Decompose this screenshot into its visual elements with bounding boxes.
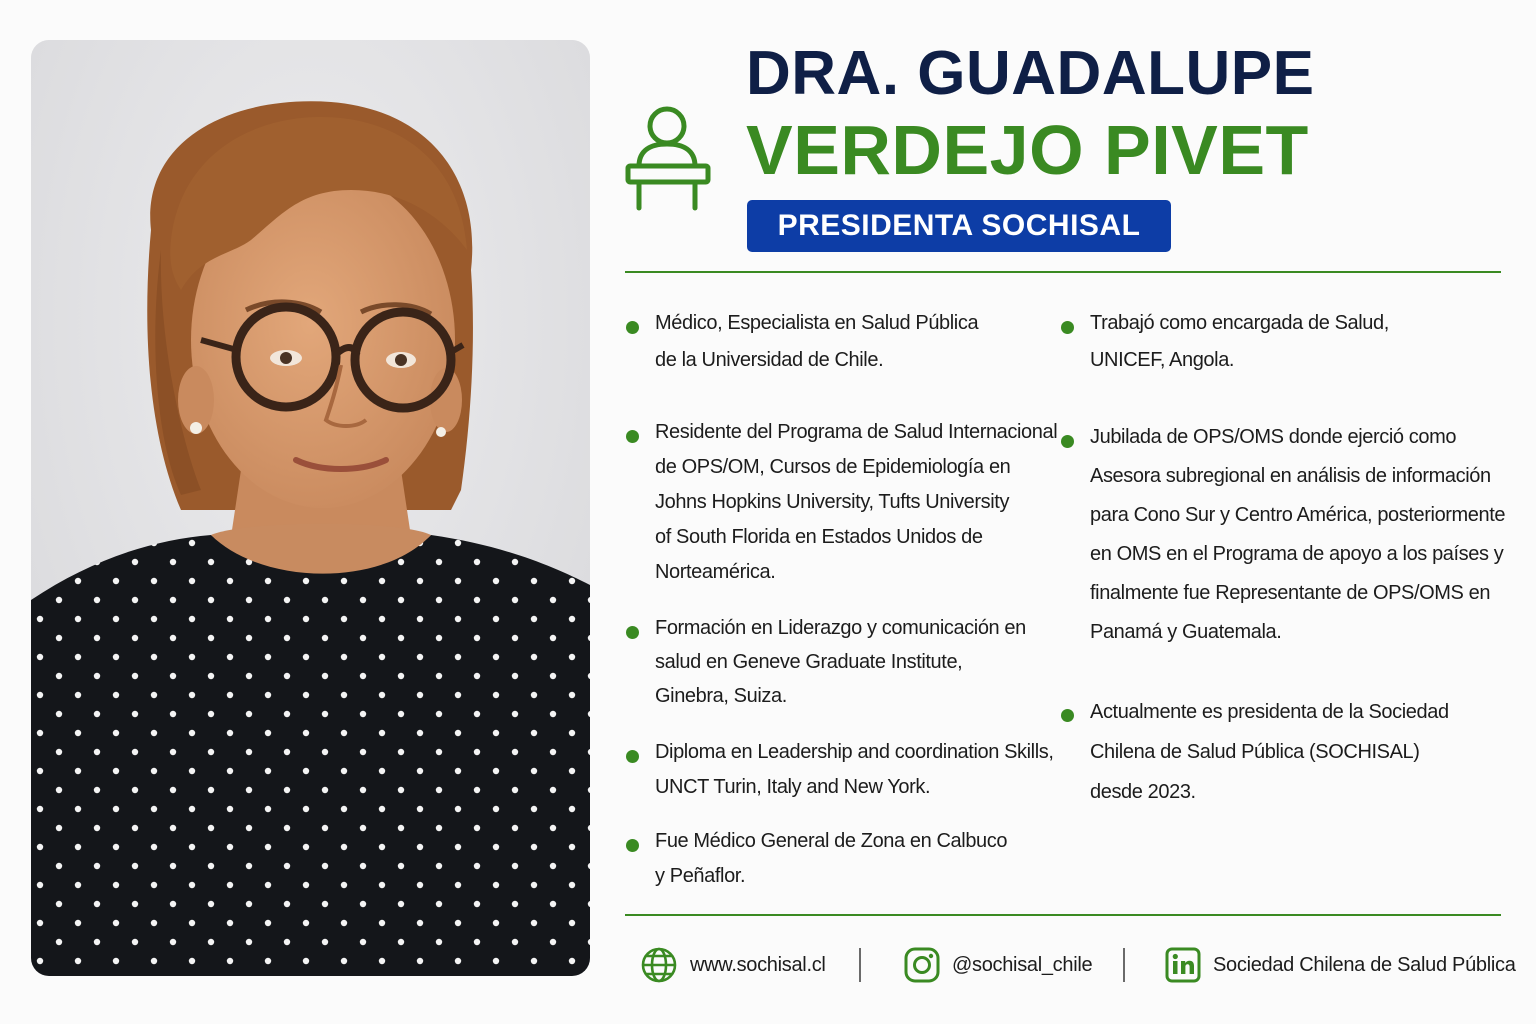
- name-second-line: VERDEJO PIVET: [746, 111, 1309, 189]
- linkedin-icon: [1165, 947, 1201, 983]
- top-divider: [625, 271, 1501, 273]
- bullet-item: [626, 618, 1026, 713]
- footer-separator: [859, 948, 861, 982]
- bullet-line: para Cono Sur y Centro América, posteriormente: [1090, 504, 1506, 526]
- bullet-item: [626, 422, 1057, 590]
- bullet-line: Residente del Programa de Salud Internacional: [655, 421, 1058, 443]
- bullet-dot: [626, 626, 639, 639]
- bullet-line: Actualmente es presidenta de la Sociedad: [1090, 701, 1449, 723]
- speaker-podium-icon: [623, 104, 713, 214]
- globe-icon: [640, 946, 678, 984]
- bullet-item: [1061, 427, 1505, 652]
- bullet-dot: [626, 750, 639, 763]
- bullet-line: Trabajó como encargada de Salud,: [1090, 312, 1389, 334]
- bullet-line: Asesora subregional en análisis de información: [1090, 465, 1491, 487]
- bullet-line: Chilena de Salud Pública (SOCHISAL): [1090, 741, 1420, 763]
- bottom-divider: [625, 914, 1501, 916]
- bullet-item: [626, 313, 978, 379]
- bullet-item: [626, 831, 1007, 894]
- bullet-line: Jubilada de OPS/OMS donde ejerció como: [1090, 426, 1457, 448]
- instagram-handle[interactable]: @sochisal_chile: [952, 953, 1093, 976]
- footer-separator: [1123, 948, 1125, 982]
- footer-linkedin[interactable]: [1165, 944, 1516, 986]
- bullet-dot: [1061, 321, 1074, 334]
- bullet-line: UNCT Turin, Italy and New York.: [655, 776, 931, 798]
- bullet-line: salud en Geneve Graduate Institute,: [655, 651, 963, 673]
- bullet-item: [626, 742, 1054, 805]
- bullet-line: Johns Hopkins University, Tufts University: [655, 491, 1010, 513]
- bullet-line: finalmente fue Representante de OPS/OMS en: [1090, 582, 1491, 604]
- footer-instagram[interactable]: [904, 944, 1092, 986]
- bullet-line: Ginebra, Suiza.: [655, 685, 787, 707]
- bullet-line: Diploma en Leadership and coordination Skills,: [655, 741, 1054, 763]
- instagram-icon: [904, 947, 940, 983]
- bullet-line: Norteamérica.: [655, 561, 776, 583]
- bullet-line: Médico, Especialista en Salud Pública: [655, 312, 979, 334]
- footer-website[interactable]: [640, 944, 826, 986]
- bullet-line: y Peñaflor.: [655, 865, 746, 887]
- role-badge: PRESIDENTA SOCHISAL: [747, 200, 1171, 252]
- bullet-line: en OMS en el Programa de apoyo a los países y: [1090, 543, 1504, 565]
- bullet-line: de la Universidad de Chile.: [655, 349, 884, 371]
- name-first-line: DRA. GUADALUPE: [746, 39, 1315, 108]
- linkedin-name[interactable]: Sociedad Chilena de Salud Pública: [1213, 953, 1516, 976]
- bullet-dot: [626, 321, 639, 334]
- bullet-item: [1061, 313, 1389, 379]
- bullet-line: Formación en Liderazgo y comunicación en: [655, 617, 1026, 639]
- bullet-line: UNICEF, Angola.: [1090, 349, 1235, 371]
- bullet-dot: [1061, 435, 1074, 448]
- portrait-photo: [31, 40, 590, 976]
- bullet-item: [1061, 701, 1449, 812]
- bullet-dot: [626, 430, 639, 443]
- bullet-line: Fue Médico General de Zona en Calbuco: [655, 830, 1008, 852]
- bullet-line: de OPS/OM, Cursos de Epidemiología en: [655, 456, 1011, 478]
- bullet-line: desde 2023.: [1090, 781, 1196, 803]
- bullet-dot: [626, 839, 639, 852]
- bullet-line: of South Florida en Estados Unidos de: [655, 526, 983, 548]
- bullet-dot: [1061, 709, 1074, 722]
- website-link[interactable]: www.sochisal.cl: [690, 953, 826, 976]
- bullet-line: Panamá y Guatemala.: [1090, 621, 1282, 643]
